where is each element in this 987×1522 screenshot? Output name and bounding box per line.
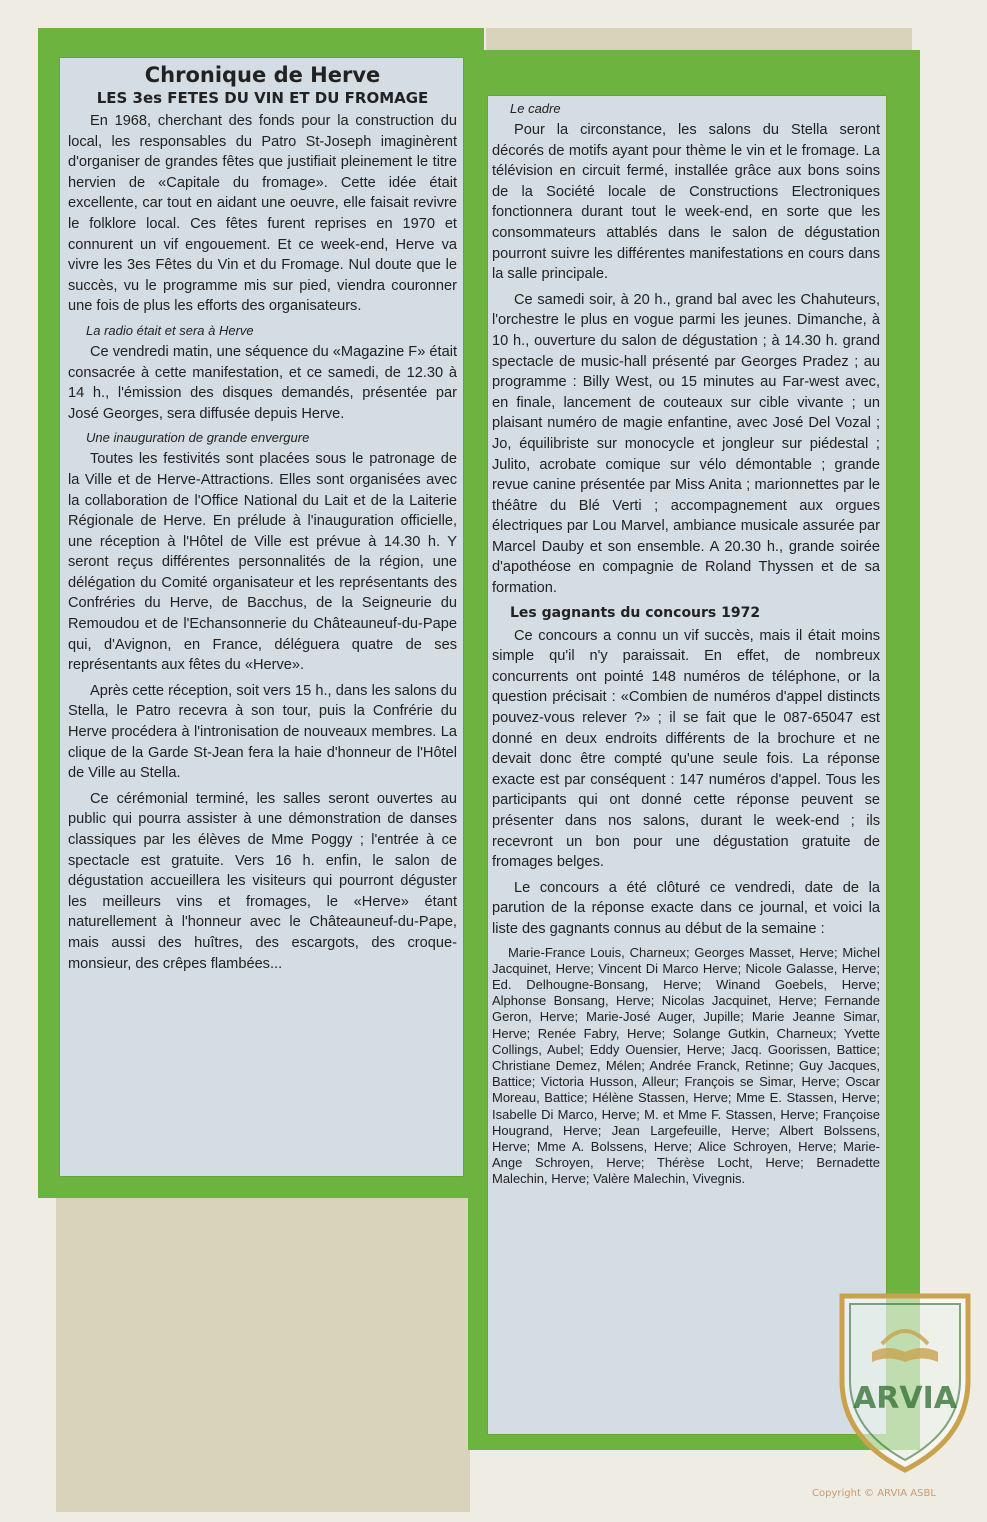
winners-list: Marie-France Louis, Charneux; Georges Masset, Herve; Michel Jacquinet, Herve; Vincent Di Marco Herve; Nicole Galasse, Herve; Ed. Delhougne-Bonsang, Herve; Winand Goebels, Herve; Alphonse Bonsang, Herve; Nicolas Jacquinet, Herve; Fernande Geron, Herve; Marie-José Auger, Jupille; Marie Jeanne Simar, Herve; Renée Fabry, Herve; Solange Gutkin, Charneux; Yvette Collings, Aubel; Eddy Ouensier, Herve; Jacq. Goorissen, Battice; Christiane Demez, Mélen; Andrée Franck, Retinne; Guy Jacques, Battice; Victoria Husson, Alleur; François se Simar, Herve; Oscar Moreau, Battice; Hélène Stassen, Herve; Mme E. Stassen, Herve; Isabelle Di Marco, Herve; M. et Mme F. Stassen, Herve; Françoise Hougrand, Herve; Jean Largefeuille, Herve; Albert Bolssens, Herve; Mme A. Bolssens, Herve; Alice Schroyen, Herve; Marie-Ange Schroyen, Herve; Thérèse Locht, Herve; Bernadette Malechin, Herve; Valère Malechin, Vivegnis. — [492, 944, 880, 1187]
arvia-shield-icon — [836, 1288, 974, 1474]
article-clipping-left — [60, 58, 463, 1176]
left-paragraph-1: En 1968, cherchant des fonds pour la construction du local, les responsables du Patro St-Joseph imaginèrent d'organiser de grandes fêtes que justifiait pleinement le titre hervien de «Capitale du fromage». Cette idée était excellente, car tout en aidant une oeuvre, elle faisait revivre le folklore local. Ces fêtes furent reprises en 1970 et connurent un vif engouement. Et ce week-end, Herve va vivre les 3es Fêtes du Vin et du Fromage. Nul doute que le succès, vu le programme mis sur pied, viendra couronner une fois de plus les efforts des organisateurs. — [68, 113, 457, 315]
subheading-radio: La radio était et sera à Herve — [86, 322, 254, 338]
paper-backing-right — [486, 28, 912, 52]
arvia-logo-badge — [836, 1288, 974, 1474]
paper-backing-left — [56, 1192, 470, 1512]
article-subtitle: LES 3es FETES DU VIN ET DU FROMAGE — [96, 89, 429, 107]
right-paragraph-2: Ce samedi soir, à 20 h., grand bal avec les Chahuteurs, l'orchestre le plus en vogue parmi les jeunes. Dimanche, à 10 h., ouverture du salon de dégustation ; à 14.30 h. grand spectacle de music-hall présenté par Georges Pradez ; au programme : Billy West, ou 15 minutes au Far-west avec, en finale, lancement de couteaux sur cible vivante ; un plaisant numéro de magie enfantine, avec José Del Vozal ; Jo, équilibriste sur monocycle et jongleur sur piédestal ; Julito, acrobate comique sur vélo démontable ; grande revue canine présentée par Miss Anita ; marionnettes par le théâtre du Blé Verti ; accompagnement aux orgues électriques par Lou Marvel, ambiance musicale assurée par Marcel Dauby et son ensemble. A 20.30 h., grande soirée d'apothéose en compagnie de Roland Thyssen et de sa formation. — [492, 291, 880, 597]
subheading-inauguration: Une inauguration de grande envergure — [86, 430, 310, 446]
heading-winners: Les gagnants du concours 1972 — [510, 604, 761, 621]
left-paragraph-5: Ce cérémonial terminé, les salles seront ouvertes au public qui pourra assister à une démonstration de danses classiques par les élèves de Mme Poggy ; l'entrée à ce spectacle est gratuite. Vers 16 h. enfin, le salon de dégustation accueillera les visiteurs qui pourront déguster les meilleurs vins et fromages, le «Herve» étant naturellement à l'honneur avec le Châteauneuf-du-Pape, mais aussi des huîtres, des escargots, des croque-monsieur, des crêpes flambées... — [68, 790, 457, 972]
right-paragraph-3: Ce concours a connu un vif succès, mais il était moins simple qu'il n'y paraissait. En effet, de nombreux concurrents ont pointé 148 numéros de téléphone, or la question précisait : «Combien de numéros d'appel distincts pouvez-vous relever ?» ; il se fait que le 087-65047 est donné en deux endroits différents de la brochure et ne devait donc être compté qu'une seule fois. La réponse exacte est par conséquent : 147 numéros d'appel. Tous les participants qui ont donné cette réponse peuvent se présenter dans nos salons, durant le week-end ; ils recevront un bon pour une dégustation gratuite de fromages belges. — [492, 627, 880, 871]
left-paragraph-3: Toutes les festivités sont placées sous le patronage de la Ville et de Herve-Attractions. Elles sont organisées avec la collaboration de l'Office National du Lait et de la Laiterie Régionale de Herve. En prélude à l'inauguration officielle, une réception à l'Hôtel de Ville est prévue à 14.30 h. Y seront reçus différentes personnalités de la région, une délégation du Comité organisateur et les représentants des Confréries du Herve, de Bacchus, de la Seigneurie du Remoudou et de l'Echansonnerie du Châteauneuf-du-Pape qui, d'Avignon, en France, déléguera quatre de ses représentants aux fêtes du «Herve». — [68, 451, 457, 674]
copyright-notice: Copyright © ARVIA ASBL — [812, 1488, 936, 1499]
arvia-logo-text: ARVIA — [853, 1381, 957, 1416]
left-paragraph-2: Ce vendredi matin, une séquence du «Magazine F» était consacrée à cette manifestation, et ce samedi, de 12.30 à 14 h., l'émission des disques demandés, présentée par José Georges, sera diffusée depuis Herve. — [68, 343, 457, 422]
left-paragraph-4: Après cette réception, soit vers 15 h., dans les salons du Stella, le Patro recevra à son tour, puis la Confrérie du Herve procédera à l'intronisation de nouveaux membres. La clique de la Garde St-Jean fera la haie d'honneur de l'Hôtel de Ville au Stella. — [68, 682, 457, 782]
right-paragraph-4: Le concours a été clôturé ce vendredi, date de la parution de la réponse exacte dans ce journal, et voici la liste des gagnants connus au début de la semaine : — [492, 879, 880, 937]
right-paragraph-1: Pour la circonstance, les salons du Stella seront décorés de motifs ayant pour thème le vin et le fromage. La télévision en circuit fermé, installée grâce aux bons soins de la Société locale de Constructions Electroniques fonctionnera durant tout le week-end, en sorte que les consommateurs attablés dans le salon de dégustation pourront suivre les différentes manifestations en cours dans la salle principale. — [492, 122, 880, 283]
article-clipping-right — [488, 96, 886, 1434]
article-title: Chronique de Herve — [144, 63, 381, 87]
subheading-cadre: Le cadre — [510, 101, 561, 116]
